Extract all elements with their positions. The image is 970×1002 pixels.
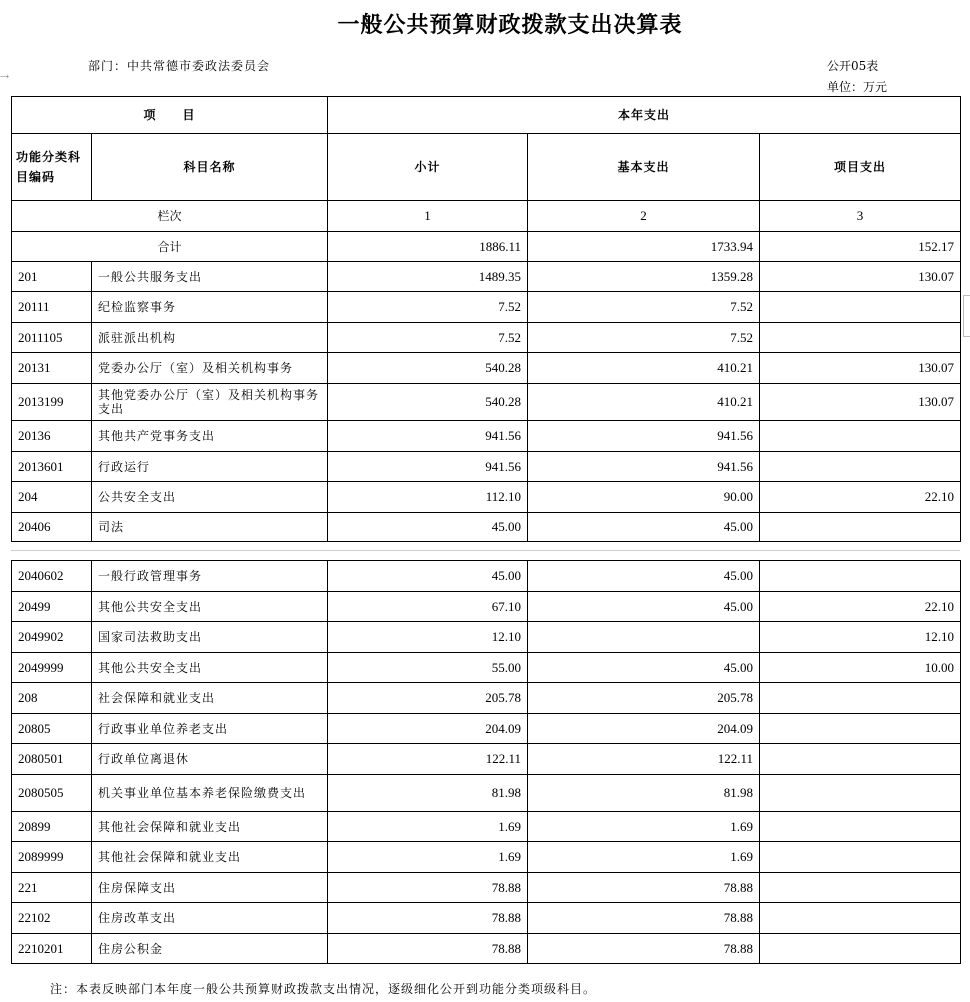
row-name: 派驻派出机构 [92,323,328,353]
row-subtotal: 12.10 [328,622,528,653]
table-row [12,592,961,622]
header-current-year: 本年支出 [328,97,961,134]
row-project [760,744,961,775]
row-subtotal: 45.00 [328,561,528,592]
row-code: 2089999 [12,842,92,873]
row-basic: 81.98 [528,775,760,812]
table-row [12,561,961,592]
unit-label: 单位：万元 [827,80,888,94]
row-project [760,292,961,323]
header-subject-name: 科目名称 [92,134,328,201]
row-subtotal: 1.69 [328,842,528,873]
row-name: 其他党委办公厅（室）及相关机构事务支出 [92,384,328,421]
row-basic [528,622,760,653]
arrow-icon: ⇢ [0,70,10,83]
page-title: 一般公共预算财政拨款支出决算表 [337,12,683,38]
row-subtotal: 122.11 [328,744,528,775]
row-project: 12.10 [760,622,961,653]
row-project [760,812,961,842]
table-row [12,934,961,964]
row-name: 行政单位离退休 [92,744,328,775]
row-code: 2049902 [12,622,92,653]
row-name: 一般公共服务支出 [92,262,328,292]
row-subtotal: 55.00 [328,653,528,683]
row-code: 20805 [12,714,92,744]
row-code: 20899 [12,812,92,842]
expenditure-table-page2 [11,560,961,964]
row-project [760,903,961,934]
row-subtotal: 78.88 [328,873,528,903]
row-basic: 410.21 [528,384,760,421]
row-name: 其他社会保障和就业支出 [92,812,328,842]
row-subtotal: 45.00 [328,513,528,542]
row-subtotal: 205.78 [328,683,528,714]
table-row [12,744,961,775]
row-name: 其他共产党事务支出 [92,421,328,452]
row-subtotal: 204.09 [328,714,528,744]
row-project [760,513,961,542]
row-basic: 45.00 [528,653,760,683]
table-row [12,622,961,653]
page-edge-marker [963,295,970,337]
col-index-3: 3 [760,201,961,232]
table-row [12,353,961,384]
row-project [760,934,961,964]
row-subtotal: 112.10 [328,482,528,513]
row-subtotal: 78.88 [328,903,528,934]
total-subtotal: 1886.11 [328,232,528,262]
row-basic: 204.09 [528,714,760,744]
table-row [12,714,961,744]
row-project [760,683,961,714]
row-code: 20111 [12,292,92,323]
row-name: 其他公共安全支出 [92,653,328,683]
row-basic: 45.00 [528,513,760,542]
row-basic: 1.69 [528,812,760,842]
row-name: 公共安全支出 [92,482,328,513]
row-project: 22.10 [760,482,961,513]
row-project: 10.00 [760,653,961,683]
table-row [12,513,961,542]
row-subtotal: 540.28 [328,384,528,421]
row-basic: 78.88 [528,934,760,964]
table-row [12,292,961,323]
total-label: 合计 [12,232,328,262]
row-name: 其他公共安全支出 [92,592,328,622]
row-basic: 45.00 [528,592,760,622]
row-label: 栏次 [12,201,328,232]
row-name: 机关事业单位基本养老保险缴费支出 [92,775,328,812]
header-item: 项 目 [12,97,328,134]
row-code: 2013199 [12,384,92,421]
row-code: 20499 [12,592,92,622]
row-name: 行政运行 [92,452,328,482]
row-subtotal: 941.56 [328,421,528,452]
row-code: 201 [12,262,92,292]
footnote: 注：本表反映部门本年度一般公共预算财政拨款支出情况，逐级细化公开到功能分类项级科目。 [50,982,597,996]
row-subtotal: 540.28 [328,353,528,384]
row-basic: 45.00 [528,561,760,592]
table-row [12,873,961,903]
row-subtotal: 941.56 [328,452,528,482]
table-row [12,323,961,353]
table-row [12,903,961,934]
row-code: 221 [12,873,92,903]
total-project: 152.17 [760,232,961,262]
table-row [12,482,961,513]
row-basic: 7.52 [528,323,760,353]
row-name: 司法 [92,513,328,542]
row-name: 一般行政管理事务 [92,561,328,592]
col-index-1: 1 [328,201,528,232]
row-name: 行政事业单位养老支出 [92,714,328,744]
row-subtotal: 1489.35 [328,262,528,292]
row-project [760,323,961,353]
table-row [12,262,961,292]
row-name: 社会保障和就业支出 [92,683,328,714]
row-code: 2011105 [12,323,92,353]
row-name: 党委办公厅（室）及相关机构事务 [92,353,328,384]
row-project: 130.07 [760,262,961,292]
row-name: 住房保障支出 [92,873,328,903]
row-project [760,842,961,873]
row-code: 2080501 [12,744,92,775]
row-code: 2080505 [12,775,92,812]
col-index-2: 2 [528,201,760,232]
table-row [12,812,961,842]
row-code: 22102 [12,903,92,934]
row-code: 208 [12,683,92,714]
row-basic: 78.88 [528,903,760,934]
header-project: 项目支出 [760,134,961,201]
table-row [12,842,961,873]
row-basic: 1.69 [528,842,760,873]
row-basic: 78.88 [528,873,760,903]
row-subtotal: 7.52 [328,323,528,353]
row-name: 纪检监察事务 [92,292,328,323]
department-label: 部门：中共常德市委政法委员会 [88,59,271,73]
row-basic: 1359.28 [528,262,760,292]
total-basic: 1733.94 [528,232,760,262]
row-code: 20131 [12,353,92,384]
row-code: 2013601 [12,452,92,482]
row-code: 20136 [12,421,92,452]
row-basic: 205.78 [528,683,760,714]
row-project [760,873,961,903]
row-subtotal: 67.10 [328,592,528,622]
row-project: 22.10 [760,592,961,622]
row-subtotal: 81.98 [328,775,528,812]
expenditure-table-page1 [11,96,961,542]
row-subtotal: 78.88 [328,934,528,964]
row-basic: 941.56 [528,421,760,452]
row-basic: 941.56 [528,452,760,482]
row-basic: 90.00 [528,482,760,513]
row-project: 130.07 [760,384,961,421]
row-code: 2210201 [12,934,92,964]
row-subtotal: 1.69 [328,812,528,842]
row-project [760,421,961,452]
table-row [12,775,961,812]
row-project [760,452,961,482]
row-name: 住房改革支出 [92,903,328,934]
row-code: 2049999 [12,653,92,683]
row-code: 2040602 [12,561,92,592]
row-subtotal: 7.52 [328,292,528,323]
table-row [12,452,961,482]
table-row [12,384,961,421]
row-code: 20406 [12,513,92,542]
header-func-code: 功能分类科目编码 [12,134,92,201]
row-project [760,775,961,812]
row-name: 国家司法救助支出 [92,622,328,653]
table-row [12,653,961,683]
header-basic: 基本支出 [528,134,760,201]
row-project [760,714,961,744]
table-code-label: 公开05表 [827,59,879,73]
header-subtotal: 小计 [328,134,528,201]
row-name: 其他社会保障和就业支出 [92,842,328,873]
row-project: 130.07 [760,353,961,384]
table-row [12,683,961,714]
row-basic: 410.21 [528,353,760,384]
row-code: 204 [12,482,92,513]
row-name: 住房公积金 [92,934,328,964]
row-basic: 7.52 [528,292,760,323]
row-basic: 122.11 [528,744,760,775]
row-project [760,561,961,592]
table-row [12,421,961,452]
